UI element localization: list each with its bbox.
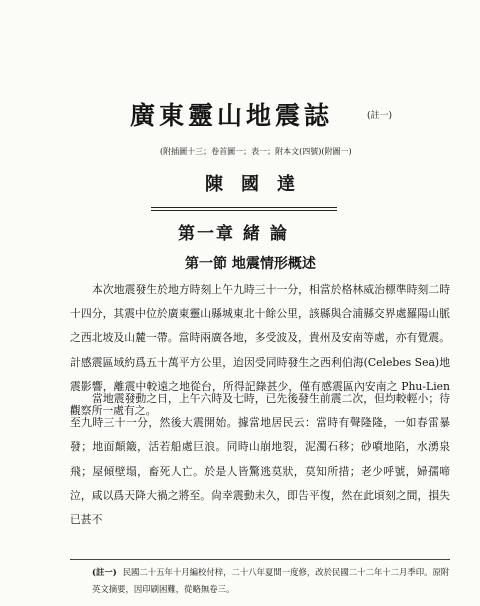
author-name: 陳國達: [205, 174, 313, 195]
section-heading: 第一節 地震情形概述: [185, 256, 316, 272]
divider-line: [151, 207, 337, 208]
divider-line: [151, 210, 337, 211]
footnote-text: 民國二十五年十月編校付梓，二十八年夏間一度修，改於民國二十二年十二月季印。原附英文摘要，因印刷困難，從略無卷三。: [92, 567, 450, 594]
subtitle-note: (附插圖十三；卷首圖一；表一；附本文(四號)(附圖一): [160, 147, 352, 156]
footnote-divider: [70, 559, 450, 560]
footnote: [92, 564, 450, 598]
chapter-heading: 第一章 緒 論: [178, 224, 289, 244]
body-paragraph: [70, 387, 450, 532]
footnote-marker: (註一): [92, 567, 117, 577]
document-title: 廣東靈山地震誌: [130, 101, 334, 130]
paragraph-text: 本次地震發生於地方時刻上午九時三十一分，相當於格林威治標準時刻二時十四分，其震中位於廣東靈山縣城東北十餘公里，該縣與合浦縣交界處羅陽山脈之西北坡及山麓一帶。當時兩廣各地，多受波及，貴州及安南等處，亦有覺震。計感震區域約爲五十萬平方公里，迨因受同時發生之西利伯海(Celebes Sea)地震影響，離震中較遠之地從台，所得記錄甚少，僅有感震區內安南之 Phu-Lien 觀察所一處有之。: [70, 283, 450, 418]
paragraph-text: 當地震發動之日，上午六時及七時，已先後發生前震二次，但均較輕小；待至九時三十一分，然後大震開始。據當地居民云：當時有聲隆隆，一如春雷暴發；地面顛簸，活若船處巨浪。同時山崩地裂，泥濁石移；砂噴地陷，水湧泉飛；屋傾壁塌，畜死人亡。於是人皆驚逃莫狀，莫知所措；老少呼號，婦孺啼泣，咸以爲天降大禍之將至。尙幸震動未久，即告平復，然在此頃刻之間，損失已甚不: [70, 392, 450, 527]
title-footnote-marker: (註一): [367, 111, 393, 121]
